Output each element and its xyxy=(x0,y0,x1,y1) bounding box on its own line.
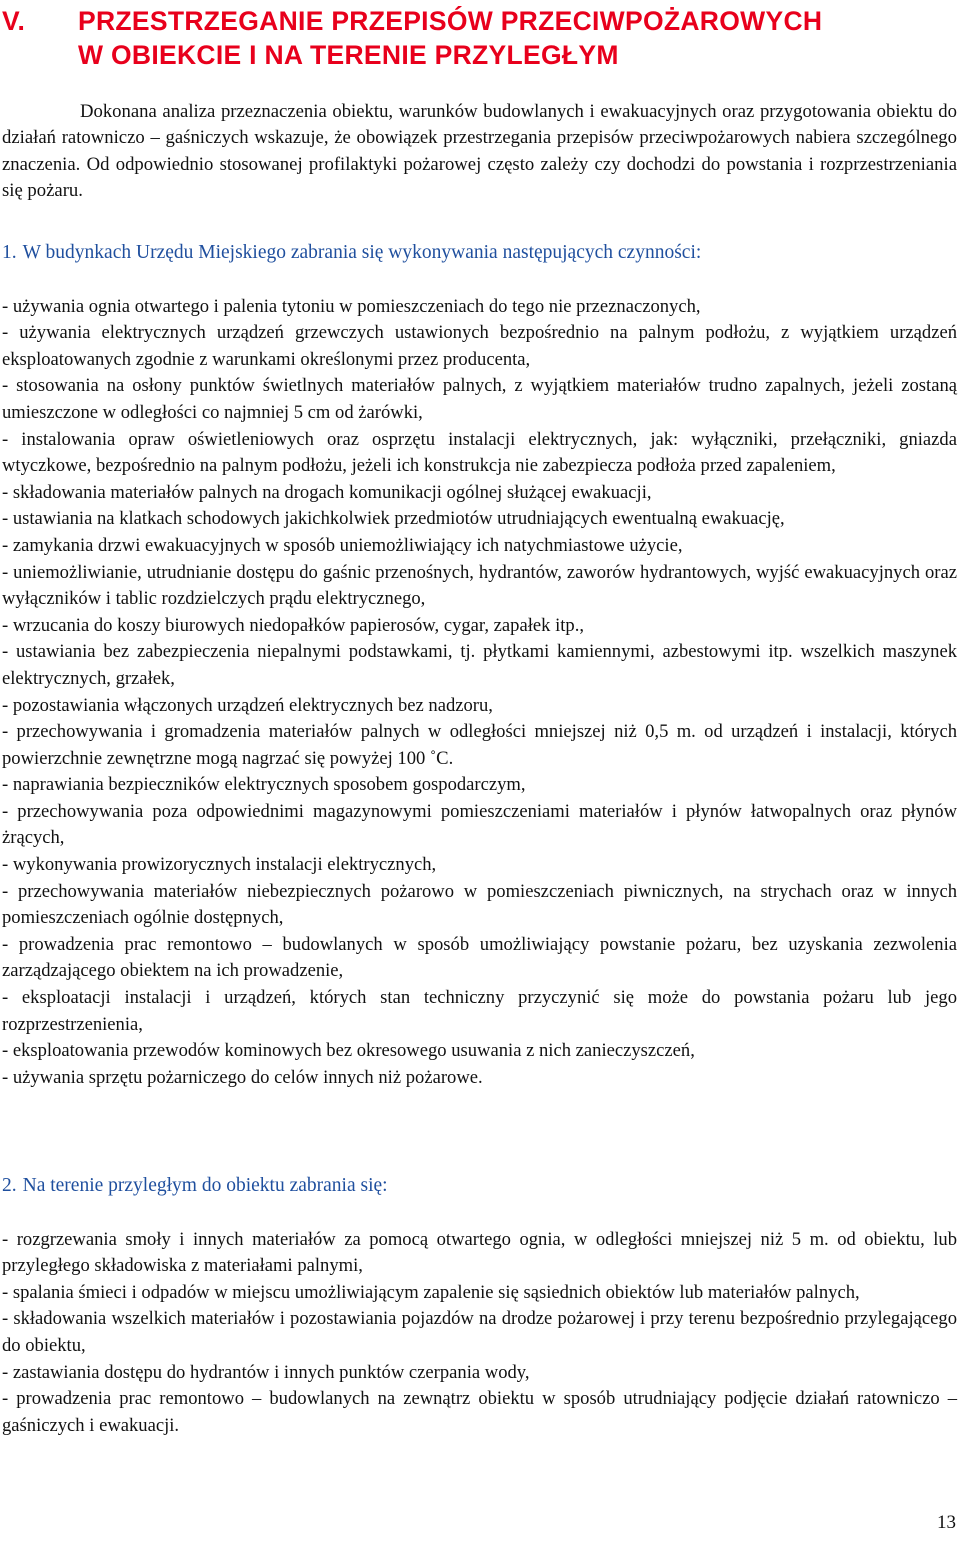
list-item: - rozgrzewania smoły i innych materiałów za pomocą otwartego ognia, w odległości mniejszej niż 5 m. od obiektu, lub przyległego składowiska z materiałami palnymi, xyxy=(2,1228,957,1277)
section-heading-text: Na terenie przyległym do obiektu zabrania się: xyxy=(22,1175,388,1196)
section-number: 1. xyxy=(2,242,17,263)
list-item: - eksploatacji instalacji i urządzeń, których stan techniczny przyczynić się może do powstania pożaru lub jego rozprzestrzenienia, xyxy=(2,987,957,1035)
list-item: - wykonywania prowizorycznych instalacji elektrycznych, xyxy=(2,854,437,876)
section-heading xyxy=(2,1173,957,1200)
list-item: - ustawiania na klatkach schodowych jakichkolwiek przedmiotów utrudniających ewentualną ewakuację, xyxy=(2,508,785,530)
chapter-title xyxy=(2,4,952,72)
list-item: - prowadzenia prac remontowo – budowlanych w sposób umożliwiający powstanie pożaru, bez uzyskania zezwolenia zarządzającego obiektem na ich prowadzenie, xyxy=(2,933,957,982)
section-building-prohibitions xyxy=(2,240,957,1091)
chapter-title-line2: W OBIEKCIE I NA TERENIE PRZYLEGŁYM xyxy=(78,40,619,70)
list-item: - wrzucania do koszy biurowych niedopałków papierosów, cygar, zapałek itp., xyxy=(2,614,585,636)
list-item: - zamykania drzwi ewakuacyjnych w sposób uniemożliwiający ich natychmiastowe użycie, xyxy=(2,534,683,556)
list-item: - pozostawiania włączonych urządzeń elektrycznych bez nadzoru, xyxy=(2,694,493,716)
list-item: - przechowywania poza odpowiednimi magazynowymi pomieszczeniami materiałów i płynów łatwopalnych oraz płynów żrących, xyxy=(2,800,957,849)
list-item: - eksploatowania przewodów kominowych bez okresowego usuwania z nich zanieczyszczeń, xyxy=(2,1040,695,1062)
list-item: - spalania śmieci i odpadów w miejscu umożliwiającym zapalenie się sąsiednich obiektów lub materiałów palnych, xyxy=(2,1281,860,1303)
chapter-title-line1: PRZESTRZEGANIE PRZEPISÓW PRZECIWPOŻAROWYCH xyxy=(78,6,823,36)
list-item: - instalowania opraw oświetleniowych oraz osprzętu instalacji elektrycznych, jak: wyłączniki, przełączniki, gniazda wtyczkowe, bezpośrednio na palnym podłożu, jeżeli ich konstrukcja nie zabezpiecza podłoża przed zapaleniem, xyxy=(2,428,957,477)
section-number: 2. xyxy=(2,1175,17,1196)
list-item: - używania sprzętu pożarniczego do celów innych niż pożarowe. xyxy=(2,1066,483,1088)
prohibition-list xyxy=(2,1227,957,1440)
section-heading xyxy=(2,240,957,267)
prohibition-list xyxy=(2,294,957,1092)
list-item: - stosowania na osłony punktów świetlnych materiałów palnych, z wyjątkiem materiałów trudno zapalnych, jeżeli zostaną umieszczone w odległości co najmniej 5 cm od żarówki, xyxy=(2,375,957,423)
page-number: 13 xyxy=(937,1512,956,1533)
list-item: - zastawiania dostępu do hydrantów i innych punktów czerpania wody, xyxy=(2,1361,530,1383)
list-item: - używania elektrycznych urządzeń grzewczych ustawionych bezpośrednio na palnym podłożu, z wyjątkiem urządzeń eksploatowanych zgodnie z warunkami określonymi przez producenta, xyxy=(2,322,957,370)
list-item: - uniemożliwianie, utrudnianie dostępu do gaśnic przenośnych, hydrantów, zaworów hydrantowych, wyjść ewakuacyjnych oraz wyłączników i tablic rozdzielczych prądu elektrycznego, xyxy=(2,561,957,610)
chapter-number: V. xyxy=(2,6,26,36)
list-item: - ustawiania bez zabezpieczenia niepalnymi podstawkami, tj. płytkami kamiennymi, azbestowymi itp. wszelkich maszynek elektrycznych, grzałek, xyxy=(2,641,957,689)
list-item: - używania ognia otwartego i palenia tytoniu w pomieszczeniach do tego nie przeznaczonych, xyxy=(2,295,701,317)
list-item: - przechowywania i gromadzenia materiałów palnych w odległości mniejszej niż 0,5 m. od urządzeń i instalacji, których powierzchnie zewnętrzne mogą nagrzać się powyżej 100 ˚C. xyxy=(2,721,957,769)
section-heading-text: W budynkach Urzędu Miejskiego zabrania się wykonywania następujących czynności: xyxy=(22,242,702,263)
list-item: - naprawiania bezpieczników elektrycznych sposobem gospodarczym, xyxy=(2,774,526,796)
list-item: - składowania wszelkich materiałów i pozostawiania pojazdów na drodze pożarowej i przy terenu bezpośrednio przylegającego do obiektu, xyxy=(2,1308,957,1356)
list-item: - składowania materiałów palnych na drogach komunikacji ogólnej służącej ewakuacji, xyxy=(2,481,652,503)
list-item: - prowadzenia prac remontowo – budowlanych na zewnątrz obiektu w sposób utrudniający podjęcie działań ratowniczo – gaśniczych i ewakuacji. xyxy=(2,1388,957,1436)
intro-paragraph: Dokonana analiza przeznaczenia obiektu, warunków budowlanych i ewakuacyjnych oraz przygotowania obiektu do działań ratowniczo – gaśniczych wskazuje, że obowiązek przestrzegania przepisów przeciwpożarowych nabiera szczególnego znaczenia. Od odpowiednio stosowanej profilaktyki pożarowej często zależy czy dochodzi do powstania i rozprzestrzeniania się pożaru. xyxy=(2,100,957,202)
list-item: - przechowywania materiałów niebezpiecznych pożarowo w pomieszczeniach piwnicznych, na strychach oraz w innych pomieszczeniach ogólnie dostępnych, xyxy=(2,880,957,929)
section-adjacent-area-prohibitions xyxy=(2,1173,957,1439)
